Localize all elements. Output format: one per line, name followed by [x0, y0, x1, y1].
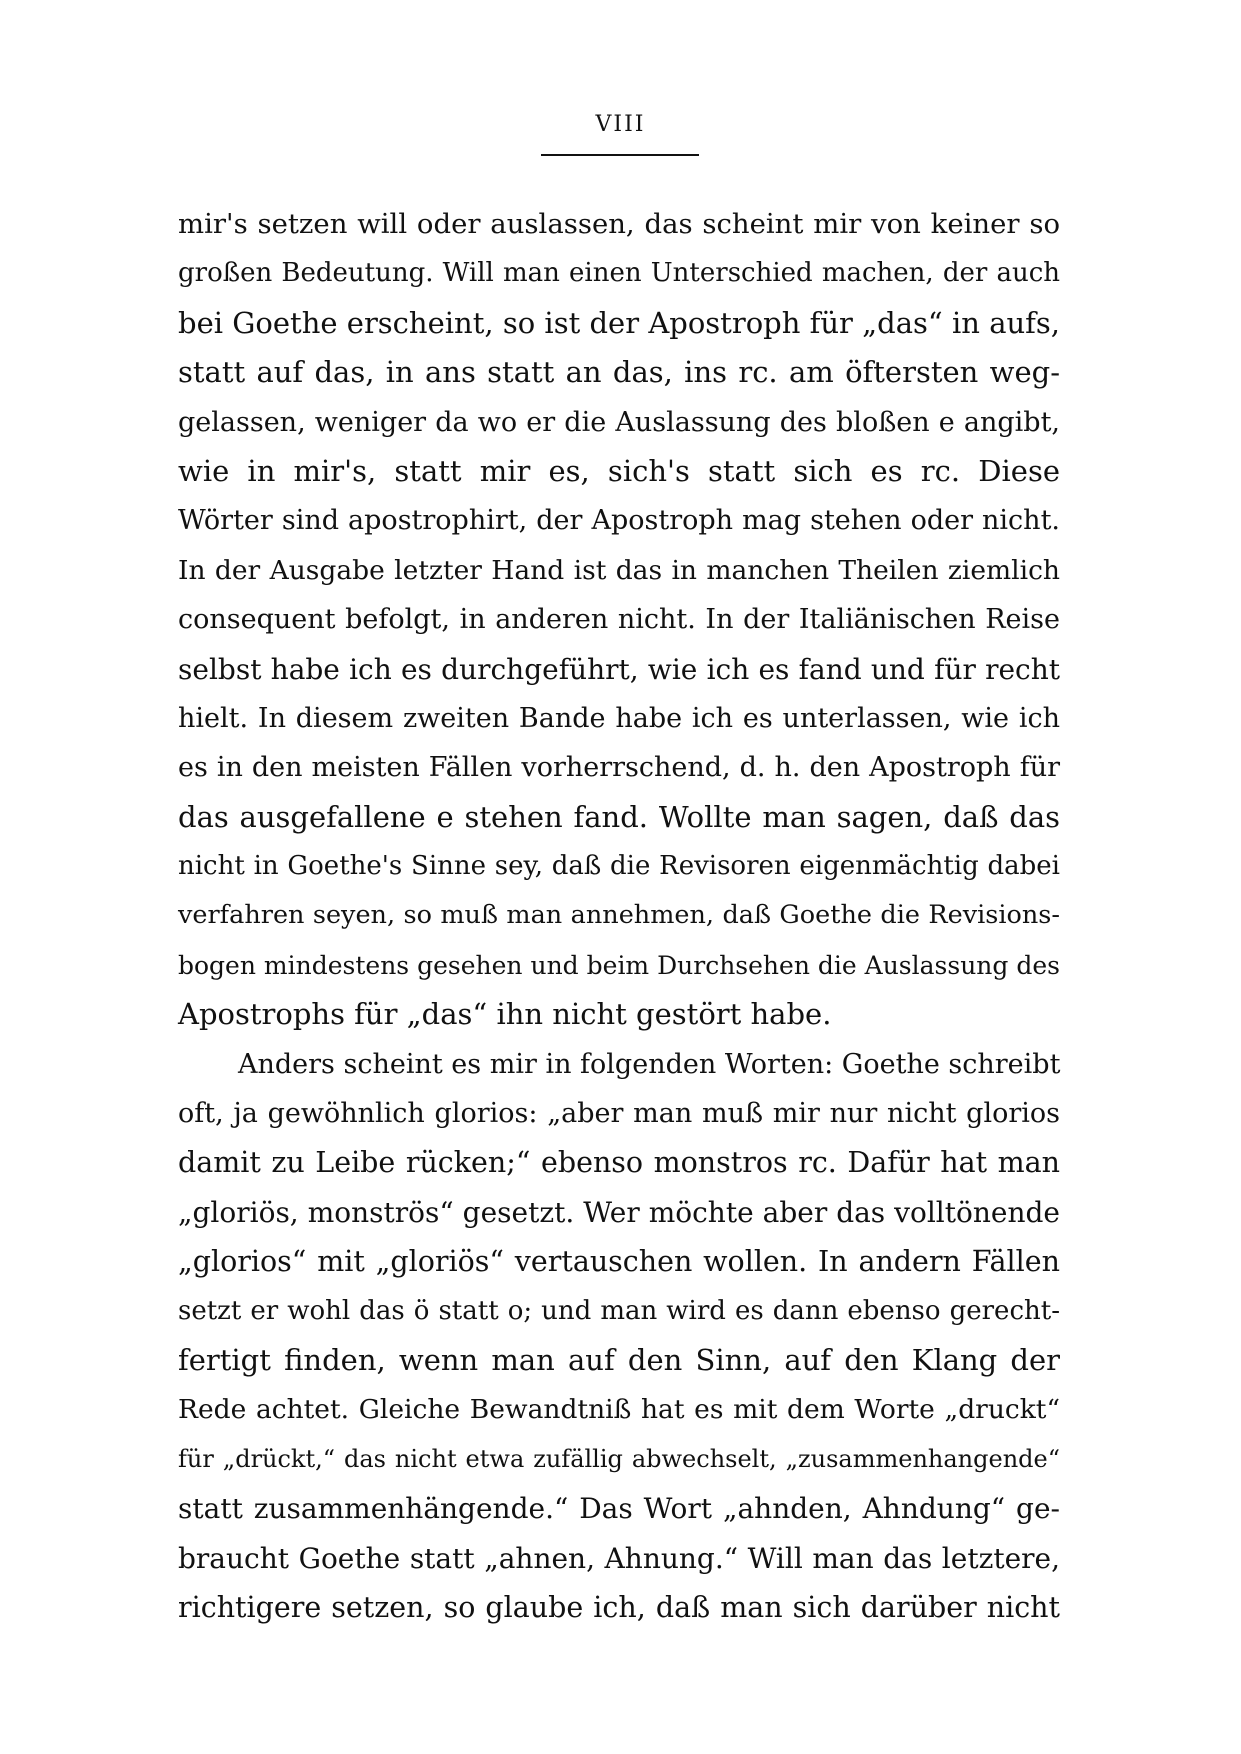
text-line: richtigere setzen, so glaube ich, daß man sich darüber nicht: [178, 1590, 1060, 1624]
text-line: wie in mir's, statt mir es, sich's statt sich es rc. Diese: [178, 453, 1060, 488]
text-line: In der Ausgabe letzter Hand ist das in manchen Theilen ziemlich: [178, 554, 1060, 586]
text-line: selbst habe ich es durchgeführt, wie ich es fand und für recht: [178, 652, 1060, 686]
header-rule: [541, 154, 699, 156]
text-line: Wörter sind apostrophirt, der Apostroph mag stehen oder nicht.: [178, 505, 1060, 537]
text-line: bogen mindestens gesehen und beim Durchsehen die Auslassung des: [178, 950, 1060, 980]
text-line: „gloriös, monströs“ gesetzt. Wer möchte aber das volltönende: [178, 1195, 1060, 1229]
paragraph-last-line: Apostrophs für „das“ ihn nicht gestört habe.: [178, 997, 832, 1032]
text-line: damit zu Leibe rücken;“ ebenso monstros rc. Dafür hat man: [178, 1146, 1060, 1180]
text-line: für „drückt,“ das nicht etwa zufällig abwechselt, „zusammenhangende“: [178, 1444, 1060, 1473]
text-line: statt auf das, in ans statt an das, ins rc. am öftersten weg-: [178, 355, 1060, 390]
text-line: Rede achtet. Gleiche Bewandtniß hat es mit dem Worte „druckt“: [178, 1394, 1060, 1426]
text-line: braucht Goethe statt „ahnen, Ahnung.“ Will man das letztere,: [178, 1541, 1060, 1575]
text-line: hielt. In diesem zweiten Bande habe ich es unterlassen, wie ich: [178, 702, 1060, 734]
paragraph-first-line: Anders scheint es mir in folgenden Worten: Goethe schreibt: [238, 1048, 1061, 1080]
page-number: VIII: [595, 112, 646, 137]
text-line: nicht in Goethe's Sinne sey, daß die Revisoren eigenmächtig dabei: [178, 851, 1060, 882]
text-line: oft, ja gewöhnlich glorios: „aber man muß mir nur nicht glorios: [178, 1098, 1060, 1130]
text-line: mir's setzen will oder auslassen, das scheint mir von keiner so: [178, 208, 1060, 240]
text-line: „glorios“ mit „gloriös“ vertauschen wollen. In andern Fällen: [178, 1245, 1060, 1279]
text-line: setzt er wohl das ö statt o; und man wird es dann ebenso gerecht-: [178, 1295, 1060, 1326]
text-line: fertigt finden, wenn man auf den Sinn, auf den Klang der: [178, 1342, 1060, 1377]
text-line: verfahren seyen, so muß man annehmen, daß Goethe die Revisions-: [178, 900, 1060, 931]
text-line: großen Bedeutung. Will man einen Unterschied machen, der auch: [178, 258, 1060, 289]
text-line: es in den meisten Fällen vorherrschend, d. h. den Apostroph für: [178, 752, 1060, 784]
text-line: consequent befolgt, in anderen nicht. In der Italiänischen Reise: [178, 604, 1060, 636]
text-line: bei Goethe erscheint, so ist der Apostroph für „das“ in aufs,: [178, 305, 1060, 340]
text-line: das ausgefallene e stehen fand. Wollte man sagen, daß das: [178, 799, 1060, 834]
text-line: statt zusammenhängende.“ Das Wort „ahnden, Ahndung“ ge-: [178, 1492, 1060, 1526]
text-line: gelassen, weniger da wo er die Auslassung des bloßen e angibt,: [178, 406, 1060, 438]
body-text: [178, 200, 1060, 1632]
